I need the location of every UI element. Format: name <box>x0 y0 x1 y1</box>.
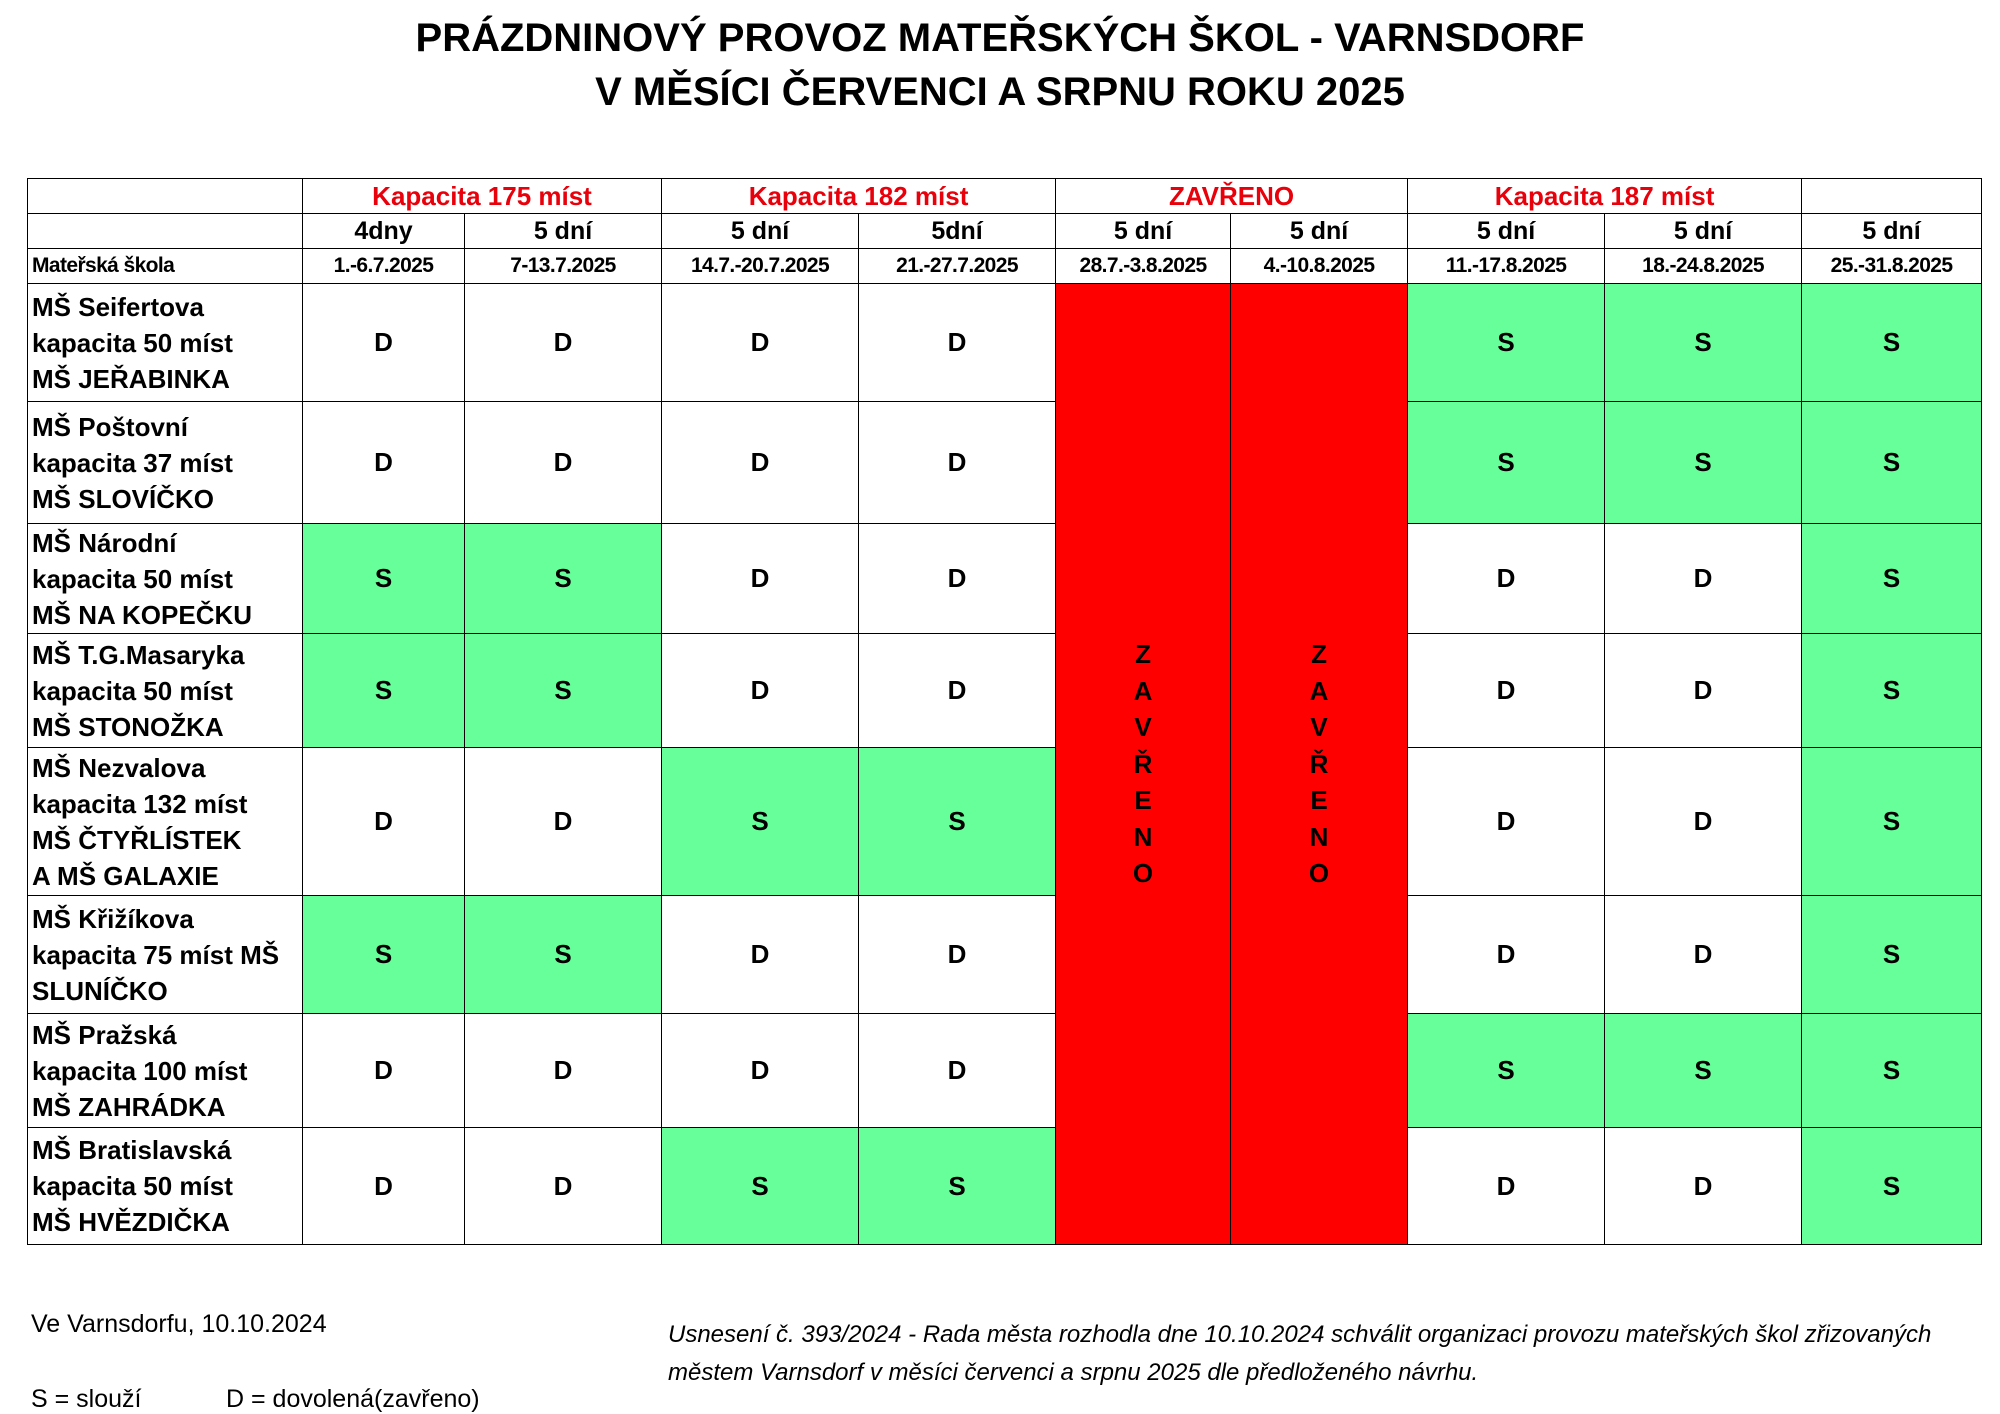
school-name-line: MŠ Křižíkova <box>32 903 194 934</box>
status-cell: S <box>303 896 465 1014</box>
school-name-line: MŠ Seifertova <box>32 291 204 322</box>
school-name-line: MŠ Pražská <box>32 1019 177 1050</box>
status-cell: S <box>465 524 662 634</box>
school-name-line: kapacita 50 míst <box>32 563 233 594</box>
status-cell: D <box>1605 524 1802 634</box>
date-cell: 25.-31.8.2025 <box>1802 249 1982 284</box>
status-cell: S <box>1605 402 1802 524</box>
school-name-line: kapacita 50 míst <box>32 327 233 358</box>
status-cell: D <box>1605 896 1802 1014</box>
status-cell: D <box>859 1014 1056 1128</box>
place-date: Ve Varnsdorfu, 10.10.2024 <box>31 1310 327 1338</box>
status-cell: S <box>1408 402 1605 524</box>
status-cell: D <box>465 1014 662 1128</box>
capacity-group-july-1: Kapacita 175 míst <box>303 179 662 214</box>
closed-vertical-label: ZAVŘENO <box>1132 639 1154 889</box>
school-name-line: MŠ ZAHRÁDKA <box>32 1091 226 1122</box>
status-cell: D <box>1605 1128 1802 1245</box>
school-column-header: Mateřská škola <box>28 249 303 284</box>
date-cell: 11.-17.8.2025 <box>1408 249 1605 284</box>
school-name-line: MŠ STONOŽKA <box>32 711 224 742</box>
blank-cell <box>28 214 303 249</box>
status-cell: D <box>1408 524 1605 634</box>
capacity-group-july-2: Kapacita 182 míst <box>662 179 1056 214</box>
status-cell: D <box>859 524 1056 634</box>
school-name-cell <box>28 896 303 1014</box>
school-name-line: MŠ T.G.Masaryka <box>32 639 245 670</box>
duration-cell: 4dny <box>303 214 465 249</box>
school-name-cell <box>28 1014 303 1128</box>
duration-cell: 5 dní <box>465 214 662 249</box>
duration-cell: 5 dní <box>1408 214 1605 249</box>
page-title-line1: PRÁZDNINOVÝ PROVOZ MATEŘSKÝCH ŠKOL - VARNSDORF <box>415 16 1585 60</box>
status-cell: S <box>859 748 1056 896</box>
school-row <box>28 284 1982 402</box>
status-cell: S <box>1408 284 1605 402</box>
legend-serve: S = slouží <box>31 1385 142 1413</box>
legend-holiday: D = dovolená(zavřeno) <box>226 1385 480 1413</box>
status-cell: D <box>465 748 662 896</box>
status-cell: S <box>859 1128 1056 1245</box>
status-cell: D <box>465 1128 662 1245</box>
duration-cell: 5 dní <box>1802 214 1982 249</box>
status-cell: S <box>1802 896 1982 1014</box>
status-cell: D <box>859 896 1056 1014</box>
status-cell: S <box>662 748 859 896</box>
school-name-line: kapacita 100 míst <box>32 1055 248 1086</box>
school-name-line: kapacita 132 míst <box>32 788 248 819</box>
school-name-line: MŠ SLOVÍČKO <box>32 483 215 514</box>
status-cell: D <box>303 748 465 896</box>
date-cell: 4.-10.8.2025 <box>1231 249 1408 284</box>
status-cell: D <box>303 284 465 402</box>
status-cell: S <box>1802 1014 1982 1128</box>
date-header-row <box>28 249 1982 284</box>
status-cell: D <box>662 524 859 634</box>
status-cell: D <box>303 402 465 524</box>
status-cell: D <box>859 402 1056 524</box>
school-name-line: MŠ <box>240 939 280 970</box>
school-name-cell <box>28 284 303 402</box>
legend <box>31 1385 480 1414</box>
status-cell: D <box>1408 896 1605 1014</box>
school-name-line: MŠ Nezvalova <box>32 752 206 783</box>
school-name-cell <box>28 524 303 634</box>
status-cell: D <box>1605 748 1802 896</box>
status-cell: S <box>303 634 465 748</box>
resolution-text: Usnesení č. 393/2024 - Rada města rozhodla dne 10.10.2024 schválit organizaci provozu mateřských škol zřizovaných městem Varnsdorf v měsíci červenci a srpnu 2025 dle předloženého návrhu. <box>668 1321 1932 1386</box>
school-name-line: kapacita 75 míst <box>32 939 233 970</box>
status-cell: D <box>1408 634 1605 748</box>
page-title-line2: V MĚSÍCI ČERVENCI A SRPNU ROKU 2025 <box>595 70 1405 114</box>
capacity-group-last <box>1802 179 1982 214</box>
school-name-line: MŠ Poštovní <box>32 411 189 442</box>
closed-week-cell <box>1231 284 1408 1245</box>
status-cell: S <box>465 896 662 1014</box>
status-cell: S <box>1408 1014 1605 1128</box>
closed-week-cell <box>1056 284 1231 1245</box>
school-name-line: MŠ ČTYŘLÍSTEK <box>32 824 242 855</box>
status-cell: D <box>662 402 859 524</box>
school-name-line: kapacita 37 míst <box>32 447 233 478</box>
status-cell: D <box>859 634 1056 748</box>
closed-vertical-label: ZAVŘENO <box>1308 639 1330 889</box>
duration-cell: 5 dní <box>1231 214 1408 249</box>
school-name-line: kapacita 50 míst <box>32 675 233 706</box>
capacity-header-row <box>28 179 1982 214</box>
date-cell: 7-13.7.2025 <box>465 249 662 284</box>
status-cell: S <box>465 634 662 748</box>
date-cell: 14.7.-20.7.2025 <box>662 249 859 284</box>
school-row <box>28 634 1982 748</box>
status-cell: D <box>662 896 859 1014</box>
date-cell: 18.-24.8.2025 <box>1605 249 1802 284</box>
school-name-line: A MŠ GALAXIE <box>32 860 219 891</box>
school-row <box>28 896 1982 1014</box>
status-cell: S <box>303 524 465 634</box>
status-cell: S <box>1802 524 1982 634</box>
schedule-table <box>27 178 1982 1245</box>
status-cell: S <box>1802 402 1982 524</box>
school-name-cell <box>28 402 303 524</box>
school-name-line: MŠ NA KOPEČKU <box>32 599 253 630</box>
status-cell: S <box>1605 284 1802 402</box>
school-name-line: MŠ JEŘABINKA <box>32 363 230 394</box>
school-name-line: MŠ Bratislavská <box>32 1135 232 1165</box>
school-row <box>28 1014 1982 1128</box>
status-cell: D <box>1605 634 1802 748</box>
school-name-cell <box>28 634 303 748</box>
status-cell: S <box>1802 634 1982 748</box>
school-row <box>28 524 1982 634</box>
status-cell: D <box>465 284 662 402</box>
status-cell: S <box>1802 748 1982 896</box>
school-name-line: SLUNÍČKO <box>32 975 168 1006</box>
status-cell: D <box>303 1014 465 1128</box>
date-cell: 28.7.-3.8.2025 <box>1056 249 1231 284</box>
duration-cell: 5 dní <box>1605 214 1802 249</box>
school-row <box>28 748 1982 896</box>
status-cell: S <box>1802 284 1982 402</box>
status-cell: D <box>465 402 662 524</box>
school-row <box>28 402 1982 524</box>
date-cell: 21.-27.7.2025 <box>859 249 1056 284</box>
status-cell: D <box>662 284 859 402</box>
school-name-line: MŠ Národní <box>32 527 177 558</box>
duration-cell: 5dní <box>859 214 1056 249</box>
status-cell: D <box>1408 748 1605 896</box>
duration-cell: 5 dní <box>1056 214 1231 249</box>
date-cell: 1.-6.7.2025 <box>303 249 465 284</box>
corner-cell <box>28 179 303 214</box>
school-name-cell <box>28 748 303 896</box>
school-row <box>28 1128 1982 1245</box>
capacity-group-august: Kapacita 187 míst <box>1408 179 1802 214</box>
status-cell: S <box>1605 1014 1802 1128</box>
school-name-line: kapacita 50 míst <box>32 1171 233 1201</box>
status-cell: S <box>1802 1128 1982 1245</box>
duration-cell: 5 dní <box>662 214 859 249</box>
status-cell: D <box>1408 1128 1605 1245</box>
capacity-group-closed: ZAVŘENO <box>1056 179 1408 214</box>
status-cell: S <box>662 1128 859 1245</box>
status-cell: D <box>662 1014 859 1128</box>
duration-header-row <box>28 214 1982 249</box>
school-name-cell <box>28 1128 303 1245</box>
status-cell: D <box>303 1128 465 1245</box>
status-cell: D <box>859 284 1056 402</box>
school-name-line: MŠ HVĚZDIČKA <box>32 1207 230 1237</box>
status-cell: D <box>662 634 859 748</box>
